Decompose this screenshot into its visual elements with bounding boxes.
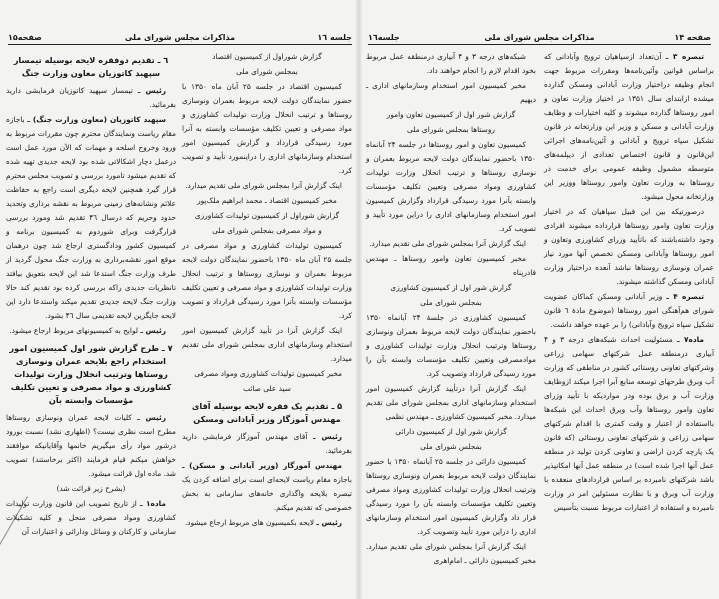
centered-line [182, 382, 352, 396]
paragraph [6, 113, 176, 323]
paragraph-text: کمیسیون تعاون و امور روستاها در جلسه ۲۴ آبانماه ۱۳۵۰ باحضور نمایندگان دولت لایحه مربوط بعمران و نوسازی روستاها و ترتیب انحلال وزارت تولیدات کشاورزی ومواد مصرفی وتعیین تکلیف مؤسسات وابسته بآنرا مورد رسیدگی قرارداد وگزارش کمیسیون امور استخدام وسازمانهای اداری را دراین مورد تأیید و تصویب کرد. [366, 140, 536, 233]
text-column [544, 50, 714, 516]
paragraph-text: از تاریخ تصویب این قانون وزارت تولیدات کشاورزی ومواد مصرفی منحل و کلیه تشکیلات سازمانی و کارکنان و وسائل ودارائی و اعتبارات آن [6, 499, 176, 536]
header-session: جلسه ۱٦ [317, 33, 352, 42]
paragraph-text: شبکه‌های درجه ۳ و ۴ آبیاری درمنطقه عمل مربوط بخود اقدام لازم را انجام خواهند داد. [366, 52, 536, 75]
speaker-label: رئیس ـ [140, 326, 166, 335]
speaker-label: تبصره ۴ ـ [666, 292, 704, 301]
page-header [368, 30, 711, 45]
paragraph [6, 324, 176, 338]
paragraph-text: کلیات لایحه عمران ونوسازی روستاها مطرح است نظری نیست؟ (اظهاری نشد) نسبت بورود درشور مواد رأی میگیریم خانمها وآقایانیکه موافقند خواهش میکنم قیام فرمایند (اکثر برخاستند) تصویب شد. ماده اول قرائت میشود. [6, 413, 176, 478]
paragraph-text: باجازه مقام ریاست ونمایندگان محترم چون مقررات مربوط به ورود وخروج اسلحه و مهمات که الآن مورد عمل است درعمل دچار اشکالاتی شده بود لایحه جدیدی تهیه شده که تقدیم میشود تامورد بررسی و تصویب مجلس محترم قرار گیرد همچنین لایحه دیگری است راجع به حفاظت علائم ونشانه‌های زمینی مربوط به نقشه برداری وتحدید حدود وحریم که درسال ۴٦ تقدیم شد ومورد بررسی قرارگرفت وبرای شوردوم به کمیسیون برنامه و کمیسیون کشور ودادگستری ارجاع شد چون درهمان موقع امور نقشه‌برداری به وزارت جنگ محول گردید از طرف وزارت جنگ استدعا شد این لایحه بتعویق بیافتد تانظریات جدیدی راکه بررسی کرده بود تقدیم کند حالا وزارت جنگ لایحه جدیدی تقدیم میکند واستدعا دارد این لایحه جایگزین لایحه تقدیمی سال ۴٦ بشود. [6, 115, 176, 320]
paragraph [182, 80, 352, 178]
paragraph-text: اینک گزارش آنرا درتأیید گزارش کمیسیون امور استخدام وسازمانهای اداری بمجلس شورای ملی تقدیم میدارد. مخبر کمیسیون کشاورزی ـ مهندس نظمی [366, 384, 536, 421]
centered-line [182, 194, 352, 208]
paragraph [182, 239, 352, 323]
paragraph-text: ۵ ـ تقدیم یک فقره لایحه بوسیله آقای مهندس آموزگار وزیر آبادانی ومسکن [191, 401, 343, 424]
paragraph [366, 455, 536, 539]
header-session: جلسه۱٦ [368, 33, 400, 42]
paragraph-text: وزیر آبادانی ومسکن کماکان عضویت شورای هم‌آهنگی امور روستاها (موضوع مادهٔ ٦ قانون تشکیل سپاه ترویج وآبادانی) را بر عهده خواهد داشت. [544, 292, 715, 329]
paragraph-text: آن‌تعداد ازسپاهیان ترویج وآبادانی که براساس قوانین وآئین‌نامه‌ها ومقررات مربوط جهت انجام وظیفه دراختیار وزارت آبادانی ومسکن گذارده میشده ازابتدای سال ۱۳۵۱ در اختیار وزارت تعاون و امور روستاها گذارده میشوند و کلیه اختیارات و وظایف وزارت آبادانی و مسکن و وزیر این وزارتخانه در قانون تشکیل سپاه ترویج و آبادانی و آئین‌نامه‌های اجرائی این‌قانون و قانون اختصاص تعدادی از دیپلمه‌های متوسطه مشمول وظیفه عمومی برای خدمت در روستاها به وزارت تعاون وامور روستاها ووزیر این وزارتخانه محول میشود. [544, 52, 715, 201]
paragraph-text: اینک گزارش آنرا بمجلس شورای ملی تقدیم میدارد. [185, 181, 342, 190]
paragraph-text: مخبر کمیسیون تولیدات کشاورزی ومواد مصرفی [194, 369, 342, 378]
paragraph [6, 411, 176, 481]
paragraph-text: لایحه بکمیسیون های مربوط ارجاع میشود. [184, 518, 317, 527]
paragraph-text: گزارش شوراول از کمیسیون تولیدات کشاورزی [194, 211, 340, 220]
paragraph [182, 516, 352, 530]
paragraph-text: اینک گزارش آنرا بمجلس شورای ملی تقدیم میدارد. مخبر کمیسیون دارائی ـ امام‌اهری [366, 542, 536, 565]
paragraph-text: آقای مهندس آموزگار فرمایشی دارید بفرمائید. [182, 432, 352, 455]
paragraph-text: گزارش شور اول از کمیسیون کشاورزی [390, 283, 512, 292]
paragraph-text: ۷ ـ طرح گزارش شور اول کمیسیون امور استخدام راجع بلایحه عمران ونوسازی روستاها وترتیب انحلال وزارت تولیدات کشاورزی و مواد مصرفی و تعیین تکلیف مؤسسات وابسته بآن [9, 343, 173, 405]
paragraph-text: مسئولیت احداث شبکه‌های درجه ۳ و ۴ آبیاری درمنطقه عمل شرکتهای سهامی زراعی وشرکتهای تعاونی روستائی کشور در مناطقی که وزارت آب وبرق طرحهای توسعه منابع آبرا اجرا میکند ازوظایف وزارت آب و برق بوده ودر مواردیکه با تأیید وزرای تعاون وامور روستاها وآب وبرق احداث این شبکه‌ها بااستفاده از اعتبار و وقت کمتری با اقدام شرکتهای سهامی زراعی و شرکتهای تعاونی روستائی (که قانون یک پارچه کردن اراضی و تعاونی کردن تولید در منطقه عمل آنها اجرا شده است) در منطقه عمل آنها امکانپذیر باشد شرکتهای نامبرده بر اساس قراردادهای منعقده با وزارت آب وبرق و با نظارت مسئولین امر در وزارت نامبرده و استفاده از اعتبارات مربوط نسبت بتأسیس [544, 335, 714, 512]
paragraph-text: سید علی صائب [243, 384, 291, 393]
paragraph [182, 324, 352, 366]
speaker-label: ماده۷ ـ [676, 335, 704, 344]
centered-line [366, 108, 536, 122]
centered-line [182, 224, 352, 238]
speaker-label: سپهبد کاتوزیان (معاون وزارت جنگ) ـ [27, 115, 167, 124]
speaker-label: تبصره ۳ ـ [665, 52, 705, 61]
paragraph [366, 382, 536, 424]
paragraph [366, 252, 536, 280]
speaker-label: رئیس ـ [137, 413, 166, 422]
paragraph-text: بمجلس شورای ملی [236, 67, 298, 76]
centered-line [366, 440, 536, 454]
page-header [8, 30, 352, 45]
centered-line [366, 425, 536, 439]
header-title: مذاکرات مجلس شورای ملی [124, 33, 236, 42]
paragraph-text: کمیسیون دارائی در جلسه ۲۵ آبانماه ۱۳۵۰ با حضور نمایندگان دولت لایحه مربوط بعمران ونوسازی روستاها وترتیب انحلال وزارت تولیدات کشاورزی ومواد مصرفی وتعیین تکلیف مؤسسات وابسته بآن را مورد رسیدگی قرار داد وگزارش کمیسیون امور استخدام وسازمانهای اداری را دراین مورد تأیید وتصویب کرد. [366, 457, 536, 536]
paragraph-text: ٦ ـ تقدیم دوفقره لایحه بوسیله تیمسار سپهبد کاتوزیان معاون وزارت جنگ [13, 55, 169, 78]
paragraph-text: درصورتیکه بین این قبیل سپاهیان که در اختیار وزارت تعاون وامور روستاها قرارداده میشوند افرادی وجود داشته‌باشند که باتأیید وزرای کشاورزی وتعاون و امور روستاها وآبادانی ومسکن تخصص آنها مورد نیاز عمران ونوسازی روستاها نباشد آنعده دراختیار وزارت آبادانی ومسکن گذاشته میشوند. [544, 207, 714, 286]
centered-line [366, 296, 536, 310]
paragraph-text: بمجلس شورای ملی [420, 298, 482, 307]
centered-line [366, 123, 536, 137]
text-column [366, 50, 536, 569]
paragraph-text: و مواد مصرفی بمجلس شورای ملی [212, 226, 322, 235]
paragraph-text: کمیسیون اقتصاد در جلسه ۲۵ آبان ماه ۱۳۵۰ با حضور نمایندگان دولت لایحه مربوط بعمران ونوسازی روستاها و ترتیب انحلال وزارت تولیدات کشاورزی و مواد مصرفی و تعیین تکلیف مؤسسات وابسته به آنرا مورد رسیدگی قرارداد و گزارش کمیسیون امور استخدام وسازمانهای اداری را دراینمورد تأیید و تصویب کرد. [182, 82, 352, 175]
speaker-label: رئیس ـ [313, 432, 342, 441]
speaker-label: ماده۱ ـ [140, 499, 166, 508]
page-fold [356, 0, 362, 599]
centered-line [6, 482, 176, 496]
paragraph-text: اینک گزارش آنرا در تأیید گزارش کمیسیون امور استخدام وسازمانهای اداری بمجلس شورای ملی تقدیم میدارد. [182, 326, 352, 363]
paragraph-text: بمجلس شورای ملی [420, 442, 482, 451]
paragraph [544, 290, 714, 332]
paragraph [182, 459, 352, 515]
paragraph [366, 79, 536, 107]
header-title: مذاکرات مجلس شورای ملی [484, 33, 595, 42]
header-page-number: صفحه۱۵ [8, 33, 42, 42]
paragraph [182, 430, 352, 458]
speaker-label: رئیس ـ [137, 86, 167, 95]
right-page [360, 0, 719, 599]
paragraph [366, 540, 536, 568]
paragraph [366, 311, 536, 381]
centered-line [182, 65, 352, 79]
speaker-label: رئیس ـ [316, 518, 342, 527]
section-heading [182, 400, 352, 426]
paragraph-text: مخبر کمیسیون اقتصاد ـ محمد ابراهیم ملک‌پور [197, 196, 337, 205]
centered-line [366, 281, 536, 295]
paragraph-text: اینک گزارش آنرا بمجلس شورای ملی تقدیم میدارد. [369, 239, 526, 248]
paragraph [544, 333, 714, 515]
header-page-number: صفحه ۱۴ [674, 33, 711, 42]
paragraph [544, 50, 714, 204]
paragraph-text: تیمسار سپهبد کاتوزیان فرمایشی دارید بفرمائید. [6, 86, 176, 109]
speaker-label: مهندس آموزگار (وزیر آبادانی و مسکن) ـ [182, 461, 342, 470]
paragraph [182, 179, 352, 193]
paragraph-text: گزارش شور اول از کمیسیون تعاون وامور [386, 110, 516, 119]
paragraph [366, 237, 536, 251]
paragraph [366, 50, 536, 78]
paragraph-text: (بشرح زیر قرائت شد) [56, 484, 126, 493]
paragraph [182, 367, 352, 381]
paragraph [366, 138, 536, 236]
centered-line [182, 209, 352, 223]
section-heading [6, 342, 176, 407]
section-heading [6, 54, 176, 80]
text-column [182, 50, 352, 531]
paragraph [6, 84, 176, 112]
paragraph-text: گزارش شور اول از کمیسیون دارائی [395, 427, 507, 436]
paragraph-text: گزارش شوراول از کمیسیون اقتصاد [212, 52, 322, 61]
paragraph-text: مخبر کمیسیون تعاون وامور روستاها ـ مهندس قادرپناه [366, 254, 536, 277]
paragraph-text: کمیسیون تولیدات کشاورزی و مواد مصرفی در جلسه ۲۵ آبان ماه ۱۳۵۰ باحضور نمایندگان دولت لایحه مربوط بعمران و نوسازی روستاها و ترتیب انحلال وزارت تولیدات کشاورزی و مواد مصرفی و تعیین تکلیف مؤسسات وابسته بآنرا مورد رسیدگی قرارداد و تصویب کرد. [182, 241, 353, 320]
paragraph-text: روستاها بمجلس شورای ملی [407, 125, 495, 134]
paragraph-text: لوایح به کمیسیونهای مربوط ارجاع میشود. [9, 326, 141, 335]
paragraph [544, 205, 714, 289]
centered-line [182, 50, 352, 64]
paragraph-text: باجازه مقام ریاست لایحه‌ای است برای اضافه کردن یک تبصره بلایحه واگذاری خانه‌های سازمانی به بخش خصوصی که تقدیم میکنم. [182, 475, 352, 512]
paragraph-text: کمیسیون کشاورزی در جلسهٔ ۲۴ آبانماه ۱۳۵۰ باحضور نمایندگان دولت لایحه مربوط بعمران ونوسازی روستاها وترتیب انحلال وزارت تولیدات کشاورزی و موادمصرفی وتعیین تکلیف مؤسسات وابسته بآن را مورد رسیدگی قرارداد وتصویب کرد. [366, 313, 536, 378]
paragraph-text: مخبر کمیسیون امور استخدام وسازمانهای اداری ـ دیهیم [366, 81, 536, 104]
text-column [6, 50, 176, 540]
